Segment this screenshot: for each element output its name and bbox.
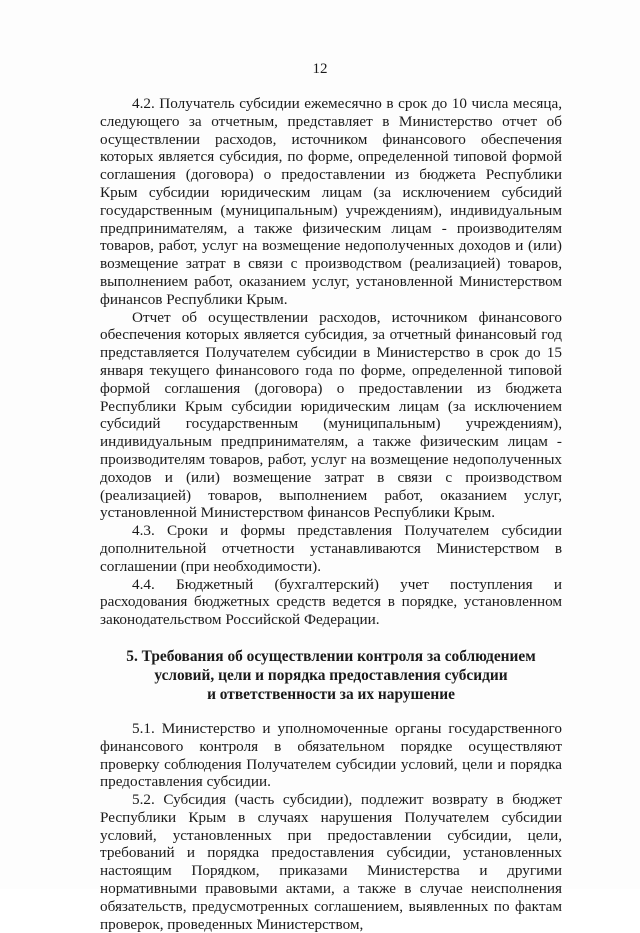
paragraph-4-4: 4.4. Бюджетный (бухгалтерский) учет поступления и расходования бюджетных средств ведется в порядке, установленном законодательством Российской Федерации. xyxy=(100,575,562,629)
paragraph-5-1: 5.1. Министерство и уполномоченные органы государственного финансового контроля в обязательном порядке осуществляют проверку соблюдения Получателем субсидии условий, цели и порядка предоставления субсидии. xyxy=(100,719,562,791)
document-body xyxy=(100,95,562,933)
paragraph-4-3: 4.3. Сроки и формы представления Получателем субсидии дополнительной отчетности устанавливаются Министерством в соглашении (при необходимости). xyxy=(100,522,562,575)
paragraph-report-annual: Отчет об осуществлении расходов, источником финансового обеспечения которых является субсидия, за отчетный финансовый год представляется Получателем субсидии в Министерство в срок до 15 января текущего финансового года по форме, определенной типовой формой соглашения (договора) о предоставлении из бюджета Республики Крым субсидии юридическим лицам (за исключением субсидий государственным (муниципальным) учреждениям), индивидуальным предпринимателям, а также физическим лицам - производителям товаров, работ, услуг на возмещение недополученных доходов и (или) возмещение затрат в связи с производством (реализацией) товаров, выполнением работ, оказанием услуг, установленной Министерством финансов Республики Крым. xyxy=(100,308,562,522)
section-5-heading xyxy=(100,647,562,704)
section-heading-line-1: 5. Требования об осуществлении контроля за соблюдением xyxy=(126,647,536,665)
paragraph-5-2: 5.2. Субсидия (часть субсидии), подлежит возврату в бюджет Республики Крым в случаях нарушения Получателем субсидии условий, установленных при предоставлении субсидии, цели, требований и порядка предоставления субсидии, установленных настоящим Порядком, приказами Министерства и другими нормативными правовыми актами, а также в случае неисполнения обязательств, предусмотренных соглашением, выявленных по фактам проверок, проведенных Министерством, xyxy=(100,791,562,933)
section-heading-line-3: и ответственности за их нарушение xyxy=(207,685,455,703)
section-heading-line-2: условий, цели и порядка предоставления субсидии xyxy=(154,666,508,684)
page-number: 12 xyxy=(312,61,328,77)
paragraph-4-2: 4.2. Получатель субсидии ежемесячно в срок до 10 числа месяца, следующего за отчетным, представляет в Министерство отчет об осуществлении расходов, источником финансового обеспечения которых является субсидия, по форме, определенной типовой формой соглашения (договора) о предоставлении из бюджета Республики Крым субсидии юридическим лицам (за исключением субсидий государственным (муниципальным) учреждениям), индивидуальным предпринимателям, а также физическим лицам - производителям товаров, работ, услуг на возмещение недополученных доходов и (или) возмещение затрат в связи с производством (реализацией) товаров, выполнением работ, оказанием услуг, установленной Министерством финансов Республики Крым. xyxy=(100,95,562,308)
